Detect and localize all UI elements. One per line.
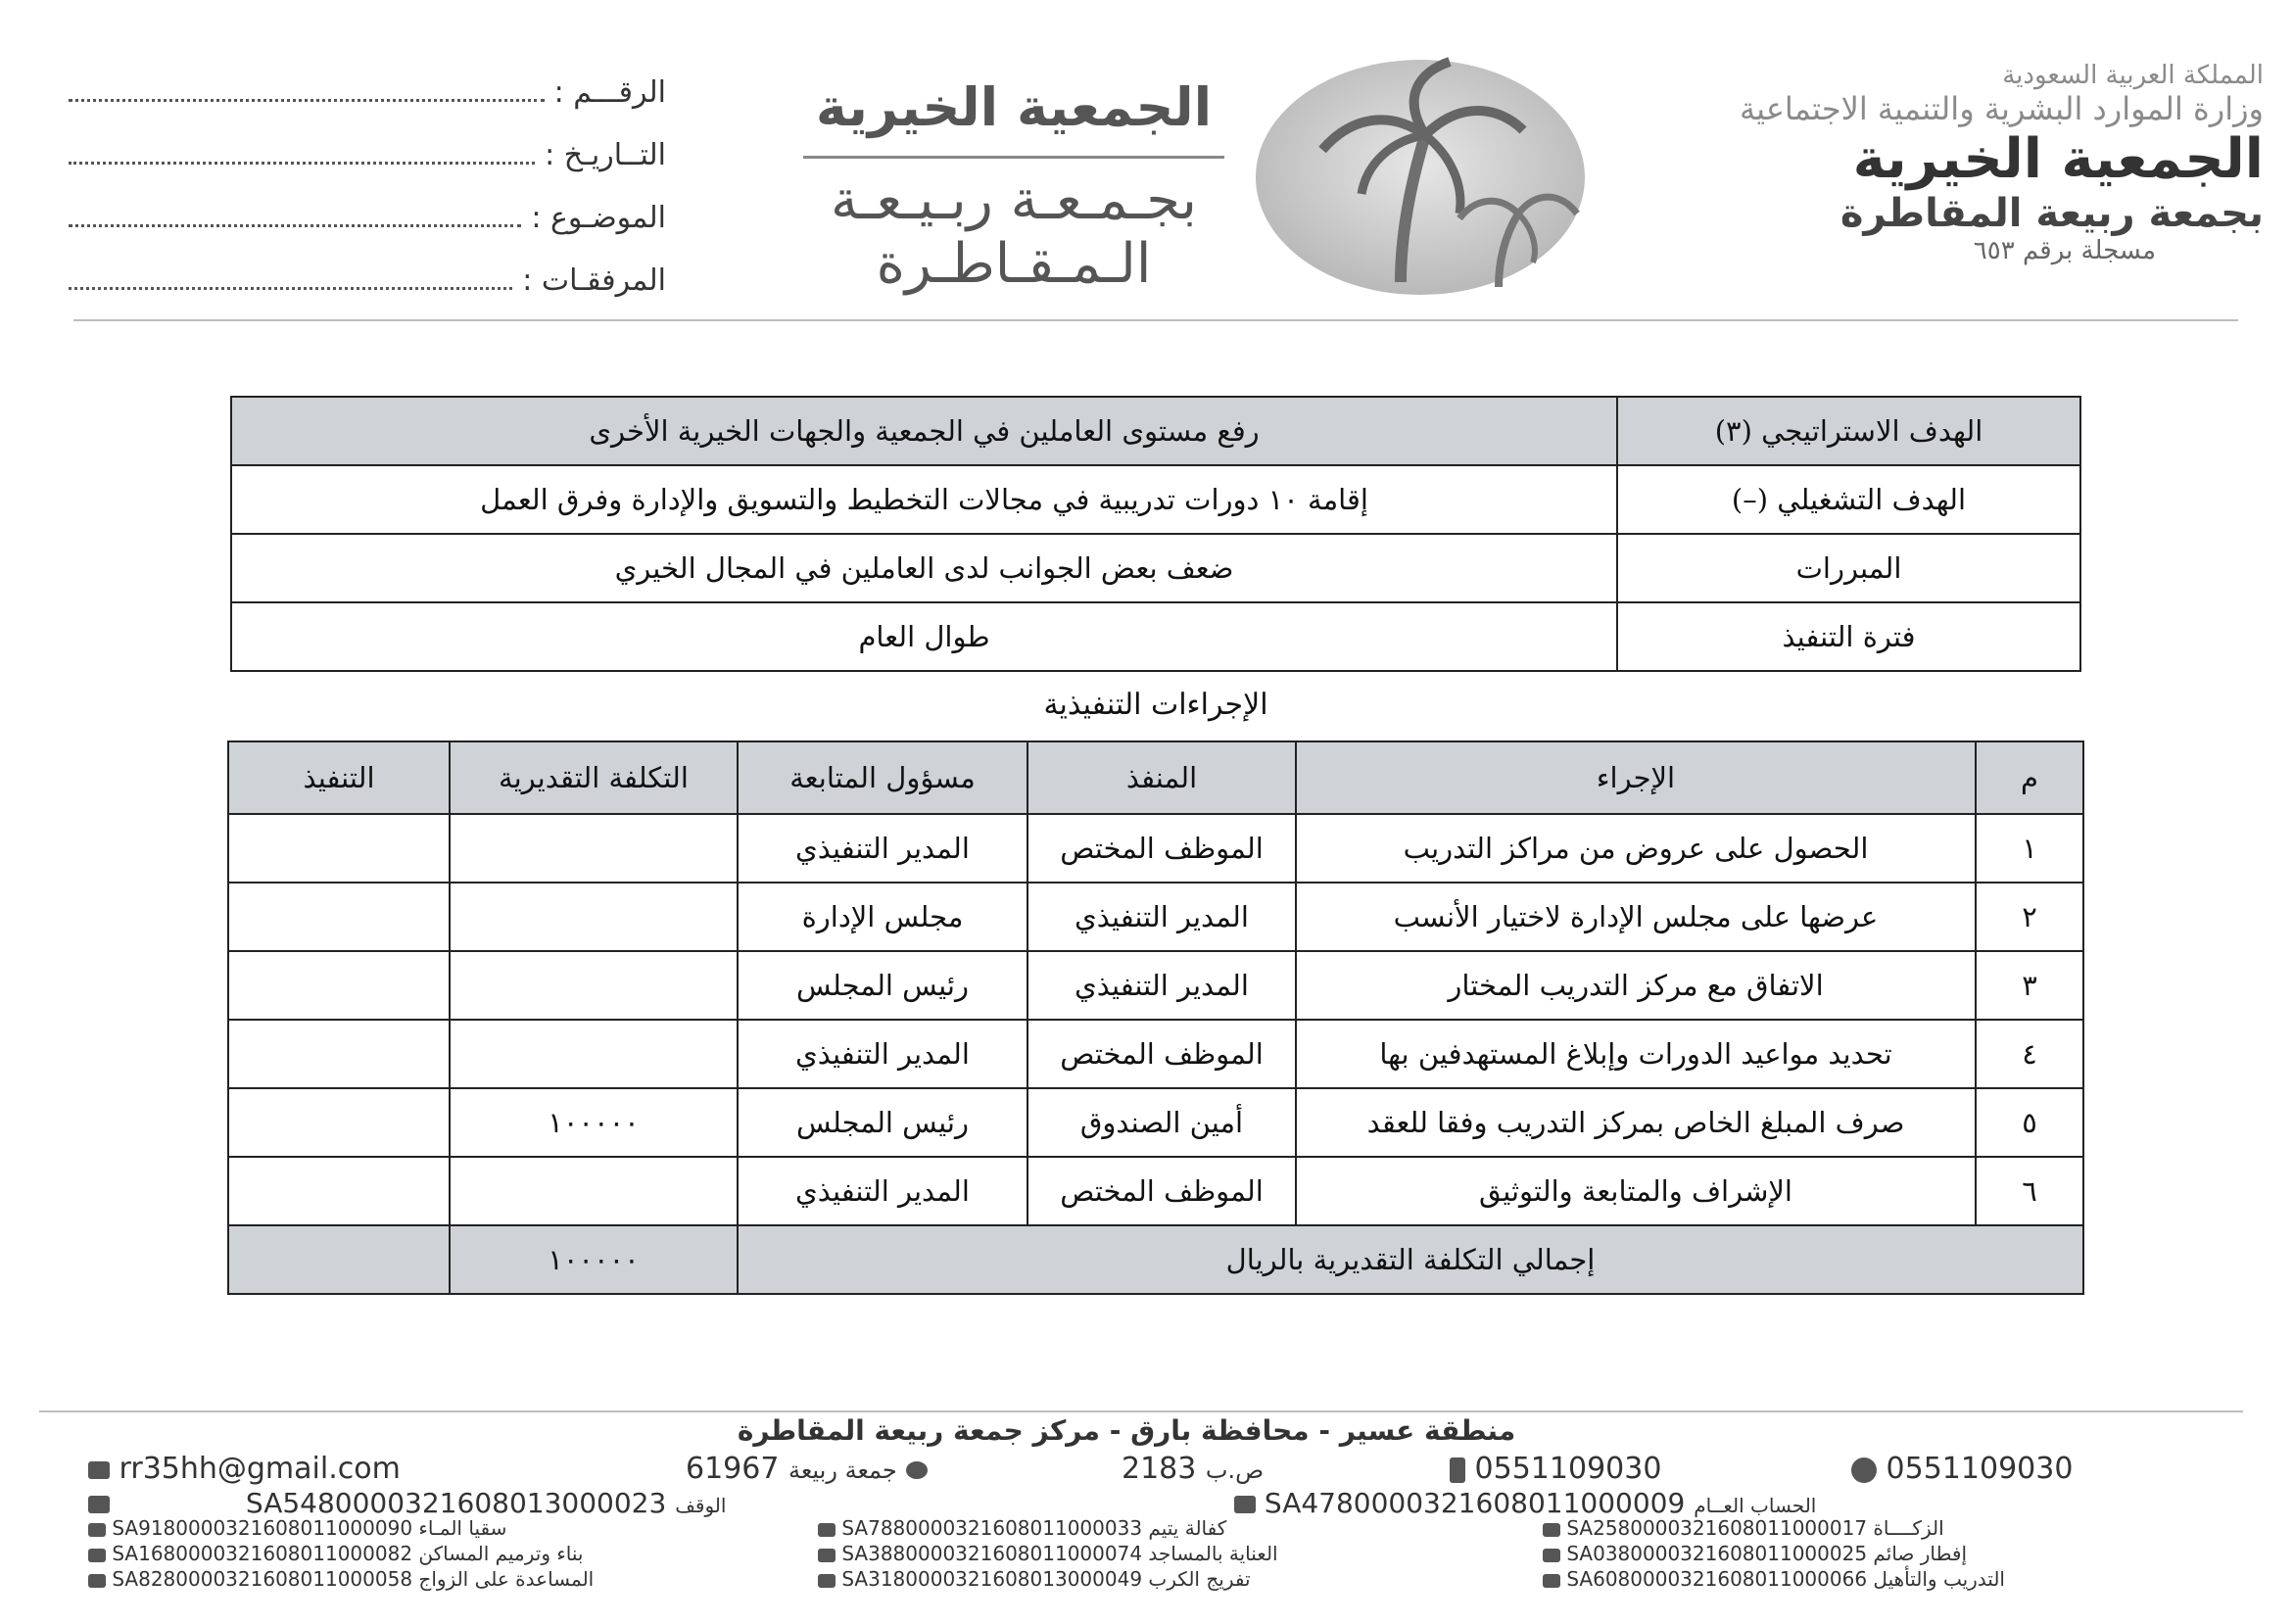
- account-label: تفريج الكرب: [1148, 1567, 1251, 1591]
- row-cost: [450, 814, 738, 883]
- goal-label-cell: الهدف الاستراتيجي (٣): [1617, 397, 2080, 465]
- table-row: [228, 814, 2083, 883]
- bank-icon: [818, 1549, 836, 1562]
- logo-divider: [803, 156, 1224, 159]
- bank-icon: [1543, 1523, 1560, 1537]
- org-branch: بجمعة ربيعة المقاطرة: [1839, 191, 2264, 236]
- account-label: الزكــــاة: [1873, 1516, 1944, 1540]
- table-row: [228, 883, 2083, 951]
- account-iban: SA2580000321608011000017: [1566, 1516, 1868, 1540]
- goals-row: [231, 397, 2080, 465]
- account-iban: SA6080000321608011000066: [1566, 1567, 1868, 1591]
- table-row: [228, 1020, 2083, 1088]
- row-number: ٦: [1976, 1157, 2083, 1225]
- account-iban: SA5480000321608013000023: [245, 1487, 667, 1519]
- row-action: الإشراف والمتابعة والتوثيق: [1296, 1157, 1976, 1225]
- account-label: بناء وترميم المساكن: [418, 1542, 584, 1565]
- row-number: ٣: [1976, 951, 2083, 1020]
- row-cost: [450, 1157, 738, 1225]
- logo-title: الجمعية الخيرية: [815, 76, 1213, 138]
- meta-attachments-label: المرفقـات :: [522, 263, 666, 298]
- postal-code: 61967: [686, 1452, 780, 1486]
- goal-value-cell: إقامة ١٠ دورات تدريبية في مجالات التخطيط والتسويق والإدارة وفرق العمل: [231, 465, 1617, 534]
- col-header-number: م: [1976, 741, 2083, 814]
- row-status: [228, 1020, 450, 1088]
- procedures-header-row: [228, 741, 2083, 814]
- row-number: ٢: [1976, 883, 2083, 951]
- procedures-table: [227, 740, 2084, 1295]
- meta-subject-label: الموضـوع :: [531, 200, 666, 235]
- postal-city: جمعة ربيعة: [788, 1457, 897, 1484]
- row-supervisor: المدير التنفيذي: [738, 1020, 1027, 1088]
- meta-number-field[interactable]: [69, 83, 545, 102]
- account-general: [1234, 1487, 1816, 1519]
- row-number: ٤: [1976, 1020, 2083, 1088]
- row-status: [228, 1157, 450, 1225]
- account-small: [88, 1542, 583, 1565]
- org-name: الجمعية الخيرية: [1852, 127, 2264, 191]
- phone-number: 0551109030: [1474, 1452, 1662, 1486]
- meta-attachments-field[interactable]: [69, 271, 512, 290]
- account-small: [818, 1567, 1251, 1591]
- total-label: إجمالي التكلفة التقديرية بالريال: [738, 1225, 2083, 1294]
- table-row: [228, 1157, 2083, 1225]
- col-header-supervisor: مسؤول المتابعة: [738, 741, 1027, 814]
- row-executor: الموظف المختص: [1027, 814, 1296, 883]
- row-cost: [450, 951, 738, 1020]
- bank-icon: [1543, 1549, 1560, 1562]
- account-small: [88, 1516, 506, 1540]
- col-header-status: التنفيذ: [228, 741, 450, 814]
- row-cost: [450, 1020, 738, 1088]
- account-label: الوقف: [675, 1494, 727, 1517]
- row-supervisor: رئيس المجلس: [738, 951, 1027, 1020]
- header-divider: [73, 319, 2238, 321]
- row-status: [228, 814, 450, 883]
- pobox-number: 2183: [1122, 1452, 1197, 1486]
- email-text: rr35hh@gmail.com: [119, 1452, 401, 1486]
- account-iban: SA7880000321608011000033: [841, 1516, 1143, 1540]
- row-supervisor: مجلس الإدارة: [738, 883, 1027, 951]
- row-status: [228, 1088, 450, 1157]
- account-label: الحساب العــام: [1694, 1494, 1817, 1517]
- goal-label-cell: المبررات: [1617, 534, 2080, 602]
- meta-date-field[interactable]: [69, 146, 535, 165]
- account-small: [1543, 1567, 2005, 1591]
- bank-icon: [1543, 1574, 1560, 1588]
- row-supervisor: المدير التنفيذي: [738, 1157, 1027, 1225]
- table-row: [228, 951, 2083, 1020]
- row-executor: المدير التنفيذي: [1027, 951, 1296, 1020]
- row-status: [228, 951, 450, 1020]
- meta-date-row: [69, 133, 666, 176]
- row-status: [228, 883, 450, 951]
- meta-subject-field[interactable]: [69, 209, 521, 227]
- account-iban: SA4780000321608011000009: [1264, 1487, 1686, 1519]
- meta-number-label: الرقـــم :: [553, 74, 666, 110]
- pobox-label: ص.ب: [1205, 1457, 1265, 1484]
- bank-icon: [88, 1574, 106, 1588]
- logo-text: [774, 76, 1254, 296]
- row-action: صرف المبلغ الخاص بمركز التدريب وفقا للعقد: [1296, 1088, 1976, 1157]
- account-iban: SA8280000321608011000058: [112, 1567, 413, 1591]
- account-iban: SA3880000321608011000074: [841, 1542, 1143, 1565]
- account-small: [818, 1542, 1278, 1565]
- org-country: المملكة العربية السعودية: [2002, 61, 2264, 90]
- total-value: ١٠٠٠٠٠: [450, 1225, 738, 1294]
- email-icon: [88, 1461, 110, 1479]
- row-action: الحصول على عروض من مراكز التدريب: [1296, 814, 1976, 883]
- col-header-executor: المنفذ: [1027, 741, 1296, 814]
- goal-value-cell: ضعف بعض الجوانب لدى العاملين في المجال الخيري: [231, 534, 1617, 602]
- meta-subject-row: [69, 196, 666, 239]
- account-iban: SA1680000321608011000082: [112, 1542, 413, 1565]
- row-action: عرضها على مجلس الإدارة لاختيار الأنسب: [1296, 883, 1976, 951]
- total-row: [228, 1225, 2083, 1294]
- goals-table: [230, 396, 2081, 672]
- account-label: التدريب والتأهيل: [1873, 1567, 2005, 1591]
- whatsapp-number: 0551109030: [1886, 1452, 2074, 1486]
- account-small: [88, 1567, 594, 1591]
- table-row: [228, 1088, 2083, 1157]
- goals-row: [231, 534, 2080, 602]
- org-ministry: وزارة الموارد البشرية والتنمية الاجتماعية: [1740, 90, 2264, 127]
- goal-value-cell: طوال العام: [231, 602, 1617, 671]
- goals-row: [231, 602, 2080, 671]
- row-executor: أمين الصندوق: [1027, 1088, 1296, 1157]
- bank-icon: [88, 1523, 106, 1537]
- account-label: كفالة يتيم: [1148, 1516, 1227, 1540]
- account-waqf: [88, 1487, 726, 1519]
- footer-region: منطقة عسير - محافظة بارق - مركز جمعة ربيعة المقاطرة: [737, 1414, 1516, 1447]
- meta-attachments-row: [69, 259, 666, 302]
- row-action: تحديد مواعيد الدورات وإبلاغ المستهدفين بها: [1296, 1020, 1976, 1088]
- account-label: العناية بالمساجد: [1148, 1542, 1278, 1565]
- meta-number-row: [69, 71, 666, 114]
- goal-label-cell: الهدف التشغيلي (–): [1617, 465, 2080, 534]
- col-header-cost: التكلفة التقديرية: [450, 741, 738, 814]
- bank-icon: [818, 1574, 836, 1588]
- goals-row: [231, 465, 2080, 534]
- account-small: [1543, 1516, 1944, 1540]
- procedures-title: الإجراءات التنفيذية: [1043, 688, 1268, 722]
- row-cost: [450, 883, 738, 951]
- account-iban: SA0380000321608011000025: [1566, 1542, 1868, 1565]
- row-supervisor: رئيس المجلس: [738, 1088, 1027, 1157]
- account-iban: SA3180000321608013000049: [841, 1567, 1143, 1591]
- logo-subtitle-1: بجـمـعـة ربـيـعـة: [831, 168, 1197, 232]
- footer-whatsapp[interactable]: [1851, 1452, 2073, 1486]
- row-executor: المدير التنفيذي: [1027, 883, 1296, 951]
- row-number: ٥: [1976, 1088, 2083, 1157]
- row-executor: الموظف المختص: [1027, 1020, 1296, 1088]
- meta-date-label: التــاريـخ :: [545, 137, 666, 172]
- footer-divider: [39, 1410, 2243, 1412]
- account-label: سقيا المـاء: [418, 1516, 507, 1540]
- whatsapp-icon: [1851, 1457, 1877, 1483]
- org-letterhead: [1578, 61, 2264, 265]
- goal-label-cell: فترة التنفيذ: [1617, 602, 2080, 671]
- goal-value-cell: رفع مستوى العاملين في الجمعية والجهات الخيرية الأخرى: [231, 397, 1617, 465]
- account-small: [1543, 1542, 1967, 1565]
- row-supervisor: المدير التنفيذي: [738, 814, 1027, 883]
- footer-pobox: [1122, 1452, 1264, 1486]
- footer-postal: [686, 1452, 928, 1486]
- row-action: الاتفاق مع مركز التدريب المختار: [1296, 951, 1976, 1020]
- logo-subtitle-2: الـمـقـاطـرة: [876, 232, 1152, 296]
- phone-icon: [1450, 1457, 1465, 1483]
- total-status: [228, 1225, 450, 1294]
- org-registration: مسجلة برقم ٦٥٣: [1973, 236, 2156, 265]
- account-small: [818, 1516, 1226, 1540]
- bank-icon: [1234, 1496, 1256, 1513]
- mailbox-icon: [906, 1461, 928, 1479]
- bank-icon: [818, 1523, 836, 1537]
- palm-logo-icon: [1254, 57, 1587, 302]
- row-executor: الموظف المختص: [1027, 1157, 1296, 1225]
- footer-phone[interactable]: [1450, 1452, 1661, 1486]
- bank-icon: [88, 1496, 110, 1513]
- col-header-action: الإجراء: [1296, 741, 1976, 814]
- letter-meta: [69, 71, 666, 302]
- row-number: ١: [1976, 814, 2083, 883]
- account-label: إفطار صائم: [1873, 1542, 1968, 1565]
- account-label: المساعدة على الزواج: [418, 1567, 595, 1591]
- footer-email[interactable]: [88, 1452, 401, 1486]
- bank-icon: [88, 1549, 106, 1562]
- account-iban: SA9180000321608011000090: [112, 1516, 413, 1540]
- row-cost: ١٠٠٠٠٠: [450, 1088, 738, 1157]
